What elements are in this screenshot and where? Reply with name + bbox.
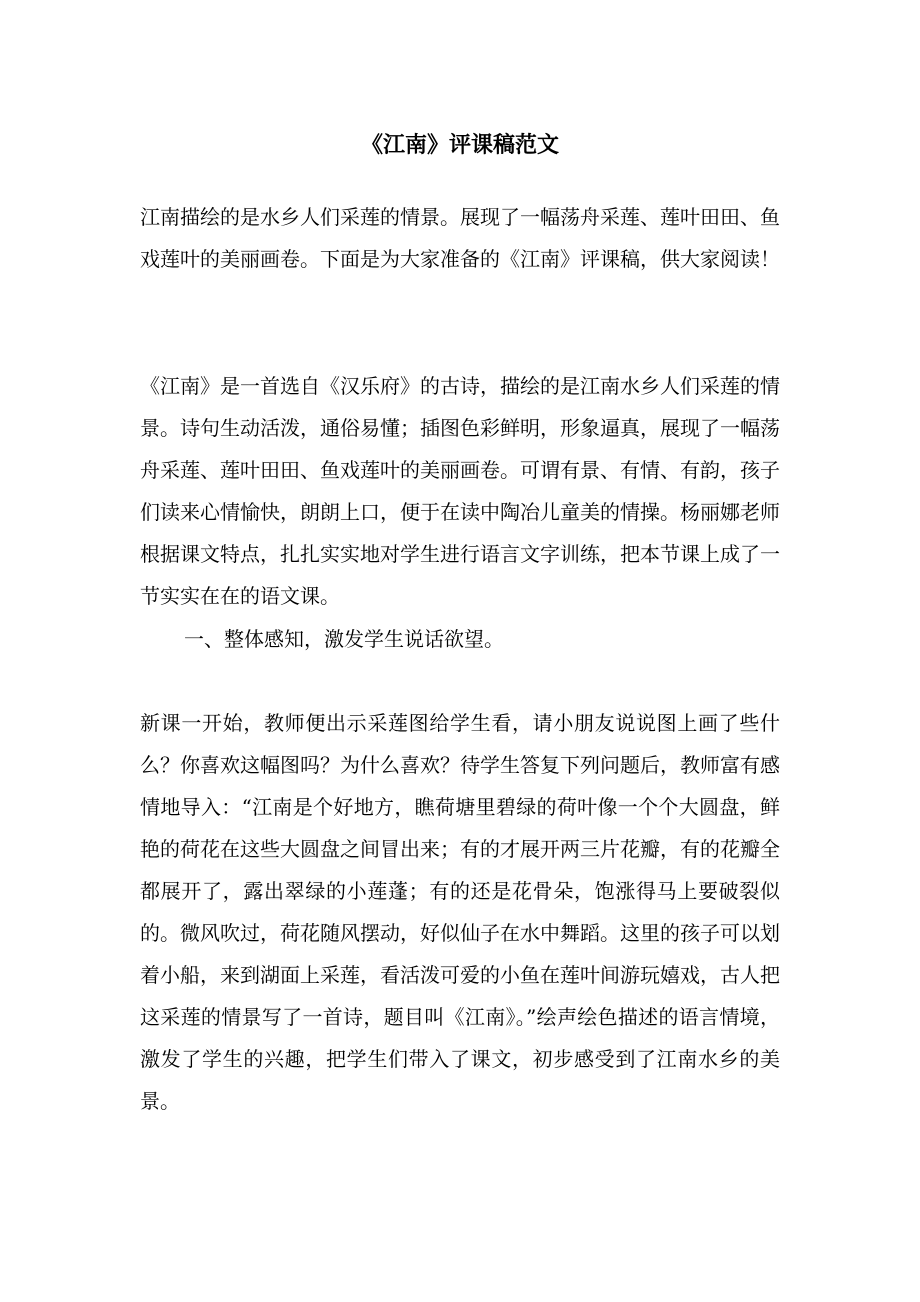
- section-heading-1: 一、整体感知，激发学生说话欲望。: [184, 627, 504, 651]
- body-paragraph: 新课一开始，教师便出示采莲图给学生看，请小朋友说说图上画了些什么？你喜欢这幅图吗？为什么喜欢？待学生答复下列问题后，教师富有感情地导入：“江南是个好地方，瞧荷塘里碧绿的荷叶像一个个大圆盘，鲜艳的荷花在这些大圆盘之间冒出来；有的才展开两三片花瓣，有的花瓣全都展开了，露出翠绿的小莲蓬；有的还是花骨朵，饱涨得马上要破裂似的。微风吹过，荷花随风摆动，好似仙子在水中舞蹈。这里的孩子可以划着小船，来到湖面上采莲，看活泼可爱的小鱼在莲叶间游玩嬉戏，古人把这采莲的情景写了一首诗，题目叫《江南》。”绘声绘色描述的语言情境，激发了学生的兴趣，把学生们带入了课文，初步感受到了江南水乡的美景。: [140, 711, 780, 1113]
- intro-paragraph: 江南描绘的是水乡人们采莲的情景。展现了一幅荡舟采莲、莲叶田田、鱼戏莲叶的美丽画卷。下面是为大家准备的《江南》评课稿，供大家阅读！: [140, 205, 780, 271]
- overview-paragraph: 《江南》是一首选自《汉乐府》的古诗，描绘的是江南水乡人们采莲的情景。诗句生动活泼，通俗易懂；插图色彩鲜明，形象逼真，展现了一幅荡舟采莲、莲叶田田、鱼戏莲叶的美丽画卷。可谓有景、有情、有韵，孩子们读来心情愉快，朗朗上口，便于在读中陶冶儿童美的情操。杨丽娜老师根据课文特点，扎扎实实地对学生进行语言文字训练，把本节课上成了一节实实在在的语文课。: [140, 374, 780, 608]
- document-title: 《江南》评课稿范文: [360, 131, 559, 158]
